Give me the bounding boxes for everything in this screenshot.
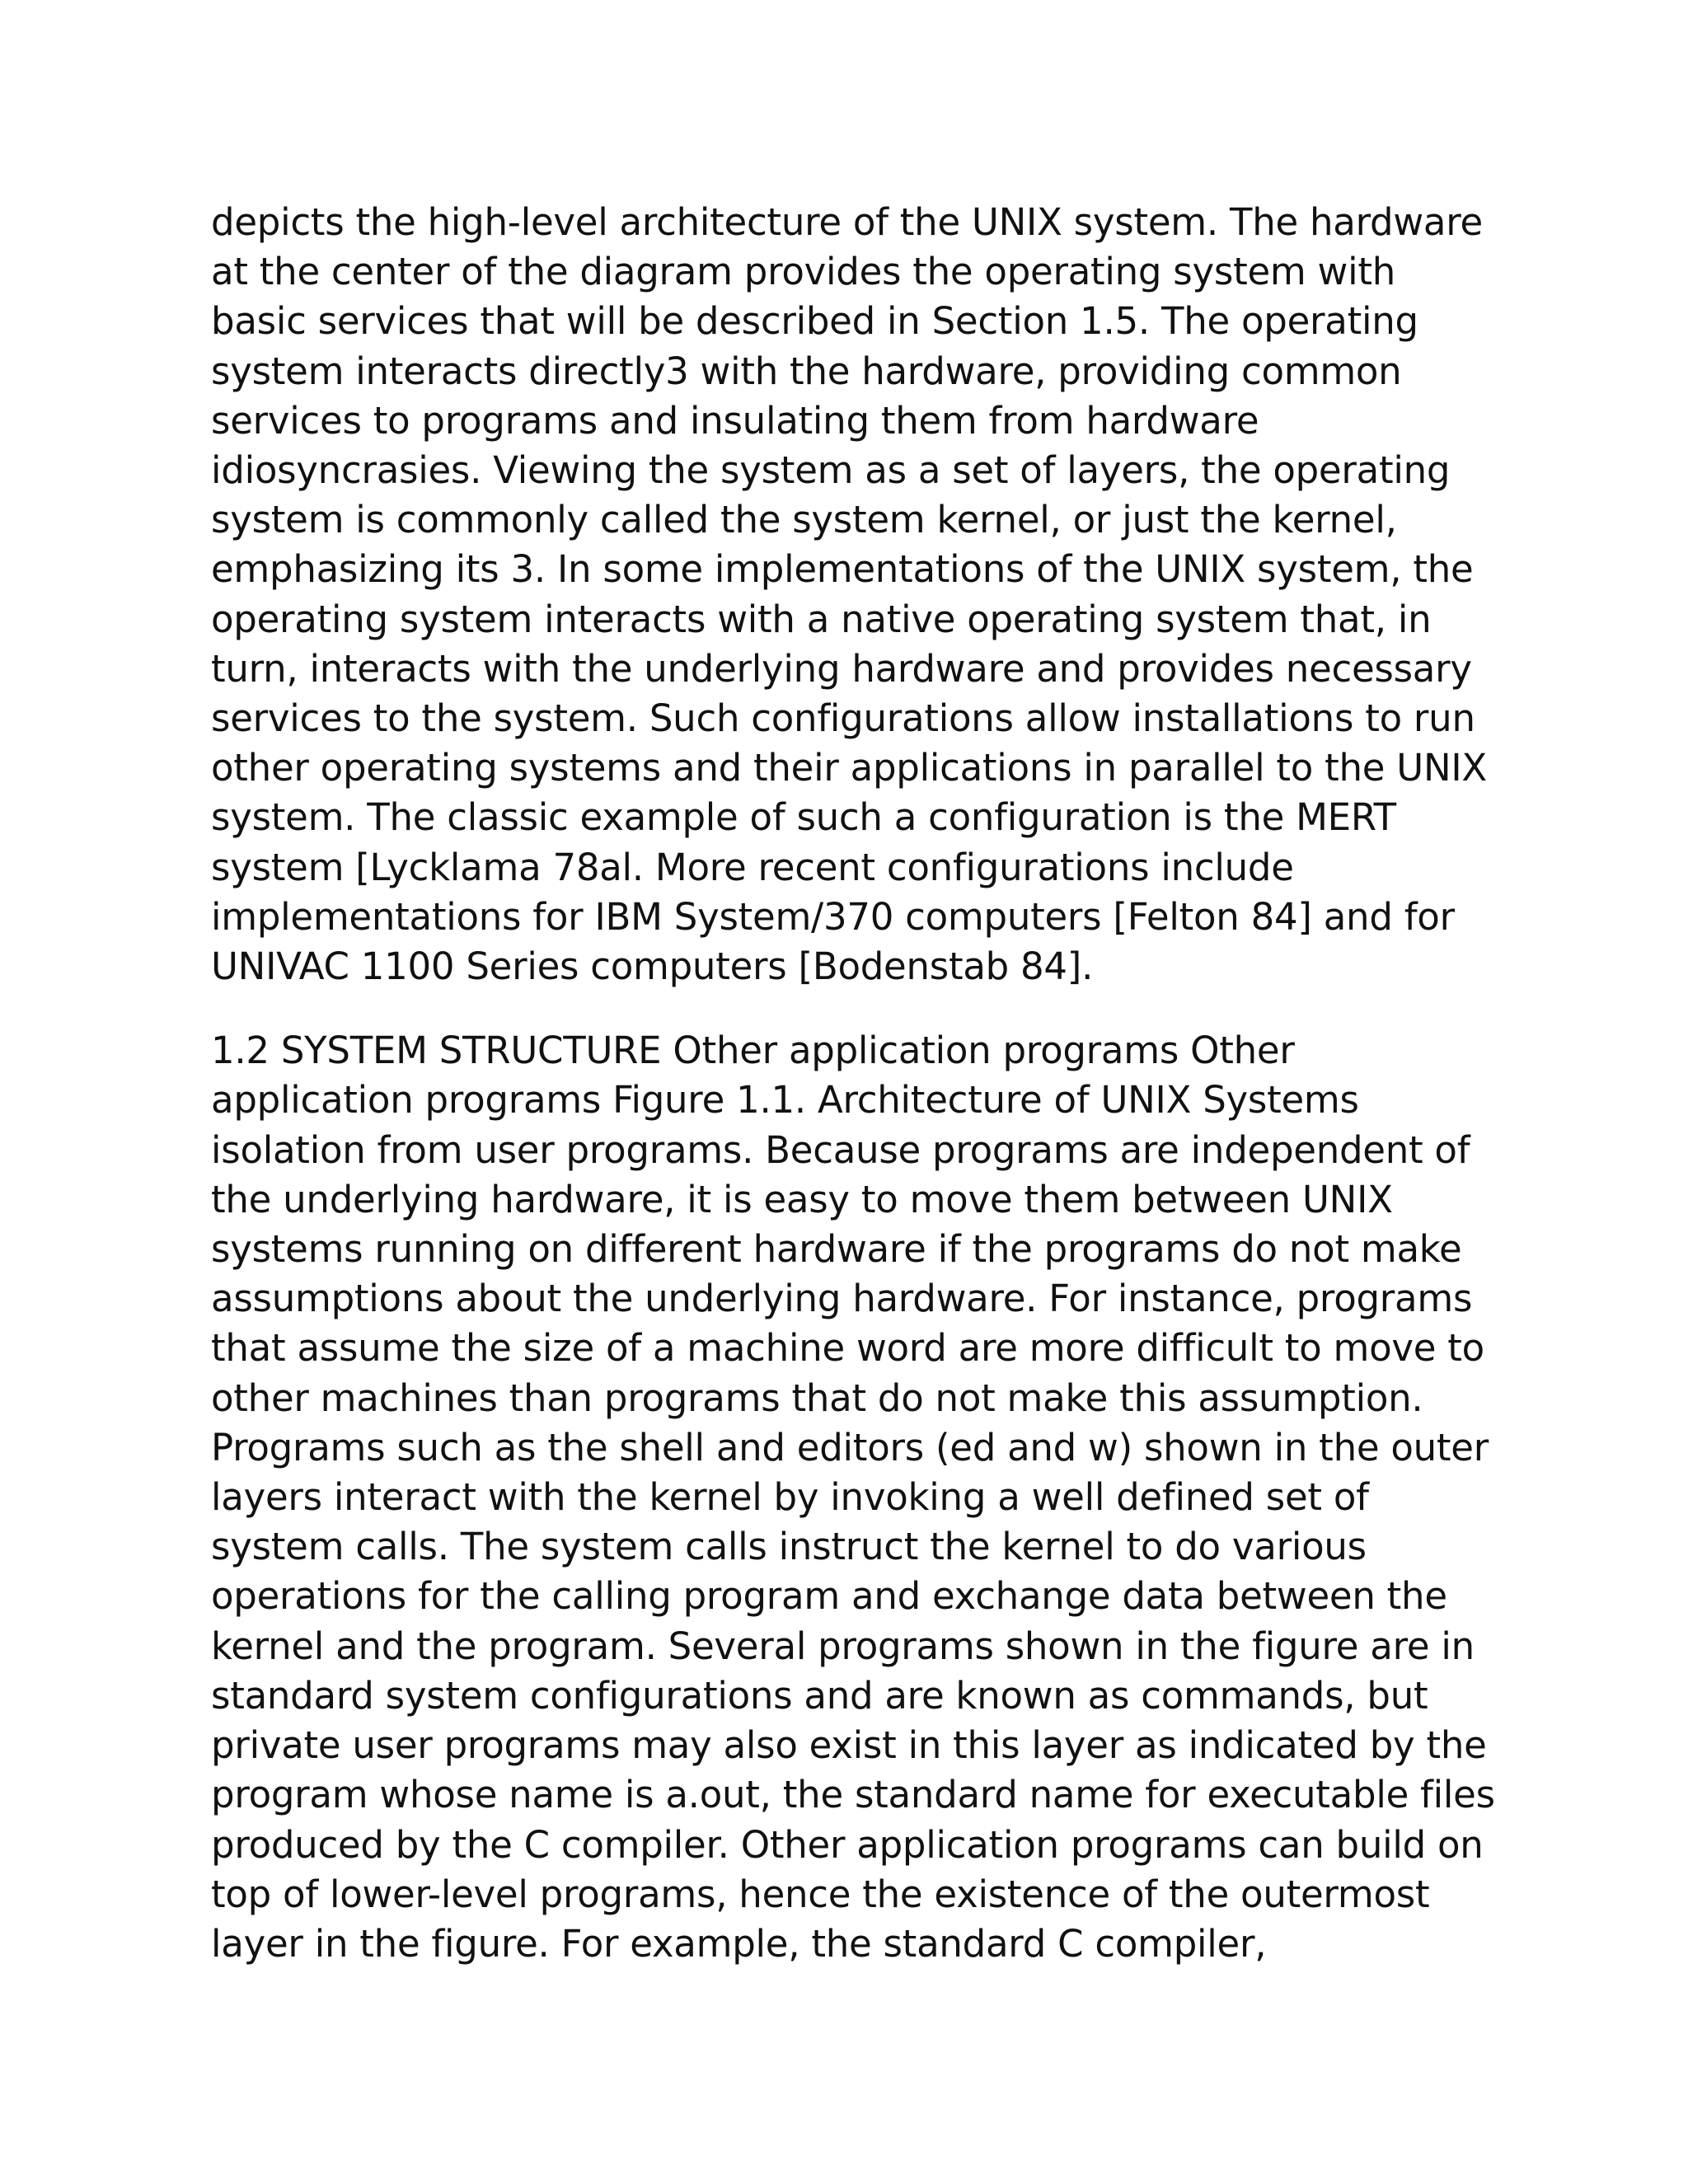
document-page	[211, 198, 1497, 1969]
body-paragraph: depicts the high-level architecture of the UNIX system. The hardware at the center of the diagram provides the operating system with basic services that will be described in Section 1.5. The operating system interacts directly3 with the hardware, providing common services to programs and insulating them from hardware idiosyncrasies. Viewing the system as a set of layers, the operating system is commonly called the system kernel, or just the kernel, emphasizing its 3. In some implementations of the UNIX system, the operating system interacts with a native operating system that, in turn, interacts with the underlying hardware and provides necessary services to the system. Such configurations allow installations to run other operating systems and their applications in parallel to the UNIX system. The classic example of such a configuration is the MERT system [Lycklama 78al. More recent configurations include implementations for IBM System/370 computers [Felton 84] and for UNIVAC 1100 Series computers [Bodenstab 84].	[211, 200, 1487, 989]
body-paragraph: 1.2 SYSTEM STRUCTURE Other application programs Other application programs Figure 1.1. Architecture of UNIX Systems isolation from user programs. Because programs are independent of the underlying hardware, it is easy to move them between UNIX systems running on different hardware if the programs do not make assumptions about the underlying hardware. For instance, programs that assume the size of a machine word are more difficult to move to other machines than programs that do not make this assumption. Programs such as the shell and editors (ed and w) shown in the outer layers interact with the kernel by invoking a well defined set of system calls. The system calls instruct the kernel to do various operations for the calling program and exchange data between the kernel and the program. Several programs shown in the figure are in standard system configurations and are known as commands, but private user programs may also exist in this layer as indicated by the program whose name is a.out, the standard name for executable files produced by the C compiler. Other application programs can build on top of lower-level programs, hence the existence of the outermost layer in the figure. For example, the standard C compiler,	[211, 1029, 1495, 1966]
